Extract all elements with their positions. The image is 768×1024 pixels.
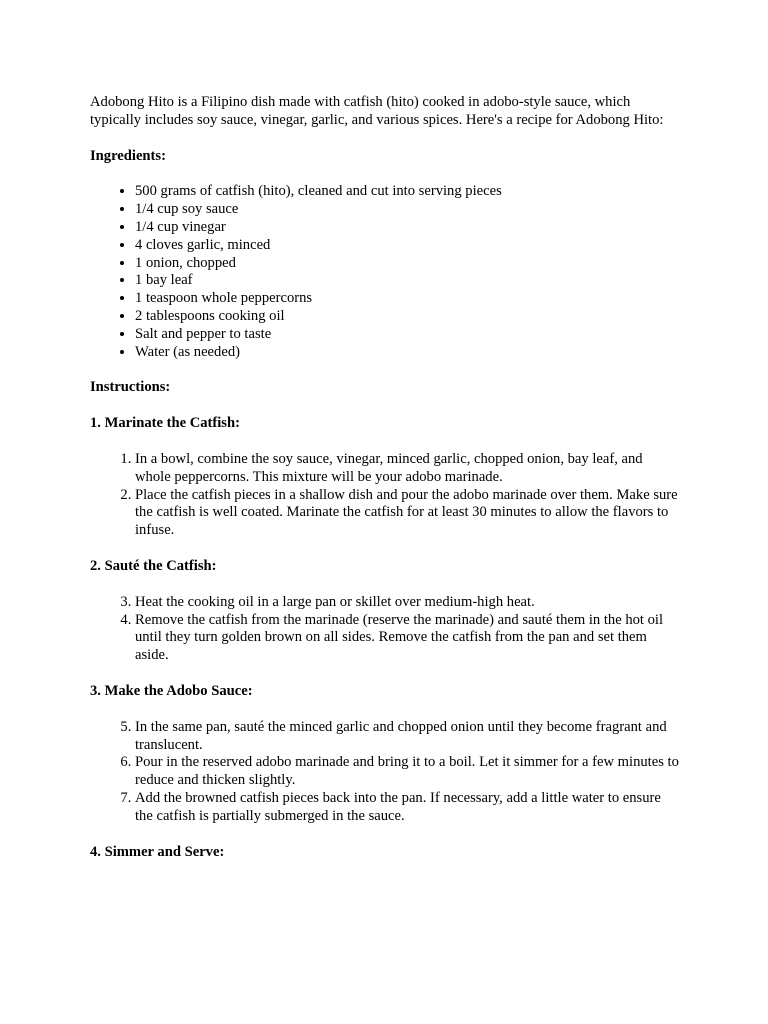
steps-list-marinate xyxy=(90,451,680,540)
section-heading-simmer-serve: 4. Simmer and Serve: xyxy=(90,843,225,860)
ingredients-heading: Ingredients: xyxy=(90,147,166,164)
ingredient-item: • 1 onion, chopped xyxy=(135,255,680,273)
intro-paragraph: Adobong Hito is a Filipino dish made with catfish (hito) cooked in adobo-style sauce, which typically includes soy sauce, vinegar, garlic, and various spices. Here's a recipe for Adobong Hito: xyxy=(90,94,664,128)
step-item: 7. Add the browned catfish pieces back into the pan. If necessary, add a little water to ensure the catfish is partially submerged in the sauce. xyxy=(135,790,680,826)
section-heading-saute: 2. Sauté the Catfish: xyxy=(90,557,217,574)
step-item: 3. Heat the cooking oil in a large pan or skillet over medium-high heat. xyxy=(135,594,680,612)
ingredient-item: • Water (as needed) xyxy=(135,344,680,362)
steps-list-adobo-sauce xyxy=(90,719,680,826)
ingredient-item: • 2 tablespoons cooking oil xyxy=(135,308,680,326)
ingredient-item: • 1 teaspoon whole peppercorns xyxy=(135,290,680,308)
ingredients-list xyxy=(90,183,680,361)
instructions-heading: Instructions: xyxy=(90,379,171,396)
section-heading-adobo-sauce: 3. Make the Adobo Sauce: xyxy=(90,682,253,699)
ingredient-item: • 4 cloves garlic, minced xyxy=(135,237,680,255)
steps-list-saute xyxy=(90,594,680,665)
step-item: 5. In the same pan, sauté the minced garlic and chopped onion until they become fragrant and translucent. xyxy=(135,719,680,755)
ingredient-item: • Salt and pepper to taste xyxy=(135,326,680,344)
step-item: 2. Place the catfish pieces in a shallow dish and pour the adobo marinade over them. Make sure the catfish is well coated. Marinate the catfish for at least 30 minutes to allow the flavors to infuse. xyxy=(135,487,680,540)
step-item: 4. Remove the catfish from the marinade (reserve the marinade) and sauté them in the hot oil until they turn golden brown on all sides. Remove the catfish from the pan and set them aside. xyxy=(135,612,680,665)
ingredient-item: • 1 bay leaf xyxy=(135,272,680,290)
section-heading-marinate: 1. Marinate the Catfish: xyxy=(90,415,240,432)
ingredient-item: • 1/4 cup vinegar xyxy=(135,219,680,237)
ingredient-item: • 500 grams of catfish (hito), cleaned and cut into serving pieces xyxy=(135,183,680,201)
step-item: 6. Pour in the reserved adobo marinade and bring it to a boil. Let it simmer for a few minutes to reduce and thicken slightly. xyxy=(135,754,680,790)
document-content xyxy=(90,94,680,879)
step-item: 1. In a bowl, combine the soy sauce, vinegar, minced garlic, chopped onion, bay leaf, and whole peppercorns. This mixture will be your adobo marinade. xyxy=(135,451,680,487)
ingredient-item: • 1/4 cup soy sauce xyxy=(135,201,680,219)
